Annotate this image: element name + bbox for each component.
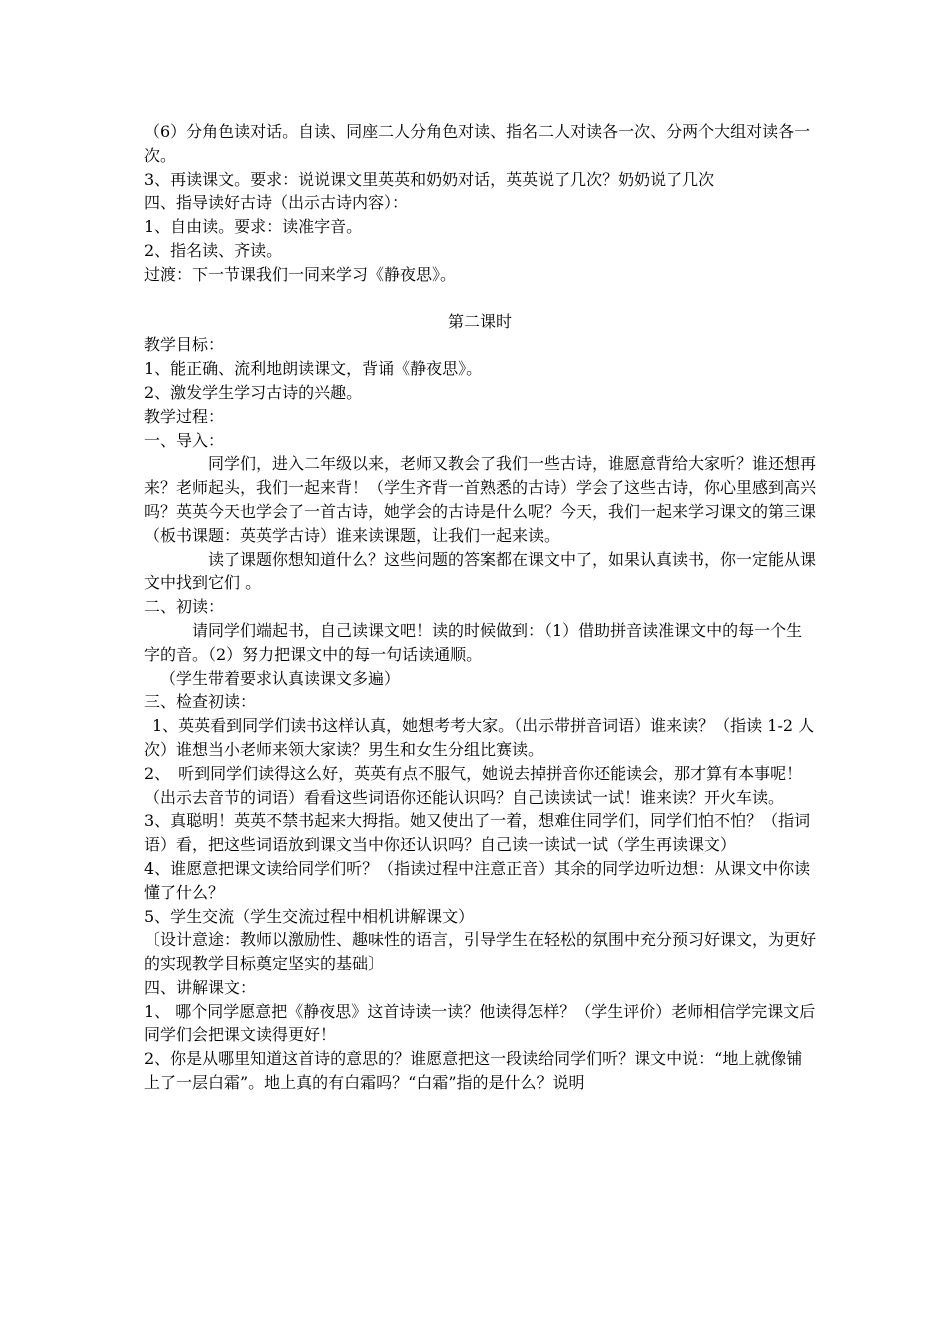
process-heading: 教学过程： [144, 406, 225, 426]
goal-item: 1、能正确、流利地朗读课文，背诵《静夜思》。 [144, 359, 483, 379]
lecture-item: 1、 哪个同学愿意把《静夜思》这首诗读一读？他读得怎样？（学生评价）老师相信学完课文后同学们会把课文读得更好！ [144, 1001, 816, 1045]
role-reading-step: （6）分角色读对话。自读、同座二人分角色对读、指名二人对读各一次、分两个大组对读各一次。 [144, 122, 811, 165]
reread-step: 3、再读课文。要求：说说课文里英英和奶奶对话，英英说了几次？奶奶说了几次 [144, 169, 715, 189]
section-heading: 四、讲解课文： [144, 977, 257, 997]
intro-paragraph: 同学们，进入二年级以来，老师又教会了我们一些古诗，谁愿意背给大家听？谁还想再来？老师起头，我们一起来背！（学生齐背一首熟悉的古诗）学会了这些古诗，你心里感到高兴吗？英英今天也学会了一首古诗，她学会的古诗是什么呢？今天，我们一起来学习课文的第三课（板书课题：英英学古诗）谁来读课题，让我们一起来读。 [144, 454, 817, 545]
check-item: 5、学生交流（学生交流过程中相机讲解课文） [144, 906, 475, 926]
poem-guide-heading: 四、指导读好古诗（出示古诗内容）： [144, 193, 409, 213]
document-body [144, 120, 816, 1095]
section-heading: 三、检查初读： [144, 692, 257, 712]
section-heading: 一、导入： [144, 430, 225, 450]
check-item: 1、英英看到同学们读书这样认真，她想考考大家。（出示带拼音词语）谁来读？（指读 1-2 人次）谁想当小老师来领大家读？男生和女生分组比赛读。 [144, 716, 815, 759]
design-intent-note: 〔设计意途：教师以激励性、趣味性的语言，引导学生在轻松的氛围中充分预习好课文，为更好的实现教学目标奠定坚实的基础〕 [144, 930, 817, 974]
lesson-title: 第二课时 [447, 311, 512, 331]
first-reading-note: （学生带着要求认真读课文多遍） [160, 668, 401, 688]
check-item: 2、 听到同学们读得这么好，英英有点不服气，她说去掉拼音你还能读会，那才算有本事呢！（出示去音节的词语）看看这些词语你还能认识吗？自己读读试一试！谁来读？开火车读。 [144, 763, 803, 807]
check-item: 4、谁愿意把课文读给同学们听？（指读过程中注意正音）其余的同学边听边想：从课文中你读懂了什么？ [144, 858, 811, 902]
check-item: 3、真聪明！英英不禁书起来大拇指。她又使出了一着，想难住同学们，同学们怕不怕？（指词语）看，把这些词语放到课文当中你还认识吗？自己读一读试一试（学生再读课文） [144, 811, 811, 855]
first-reading-paragraph: 请同学们端起书，自己读课文吧！读的时候做到：（1）借助拼音读准课文中的每一个生字的音。（2）努力把课文中的每一句话读通顺。 [144, 620, 803, 664]
group-reading-step: 2、指名读、齐读。 [144, 240, 283, 260]
transition-line: 过渡：下一节课我们一同来学习《静夜思》。 [144, 264, 457, 284]
free-reading-step: 1、自由读。要求：读准字音。 [144, 217, 363, 237]
section-heading: 二、初读： [144, 597, 225, 617]
goal-item: 2、激发学生学习古诗的兴趣。 [144, 382, 363, 402]
lecture-item: 2、你是从哪里知道这首诗的意思的？谁愿意把这一段读给同学们听？课文中说：“地上就像铺上了一层白霜”。地上真的有白霜吗？“白霜”指的是什么？说明 [144, 1049, 803, 1093]
goals-heading: 教学目标： [144, 335, 225, 355]
intro-paragraph: 读了课题你想知道什么？这些问题的答案都在课文中了，如果认真读书，你一定能从课文中找到它们 。 [144, 549, 817, 593]
